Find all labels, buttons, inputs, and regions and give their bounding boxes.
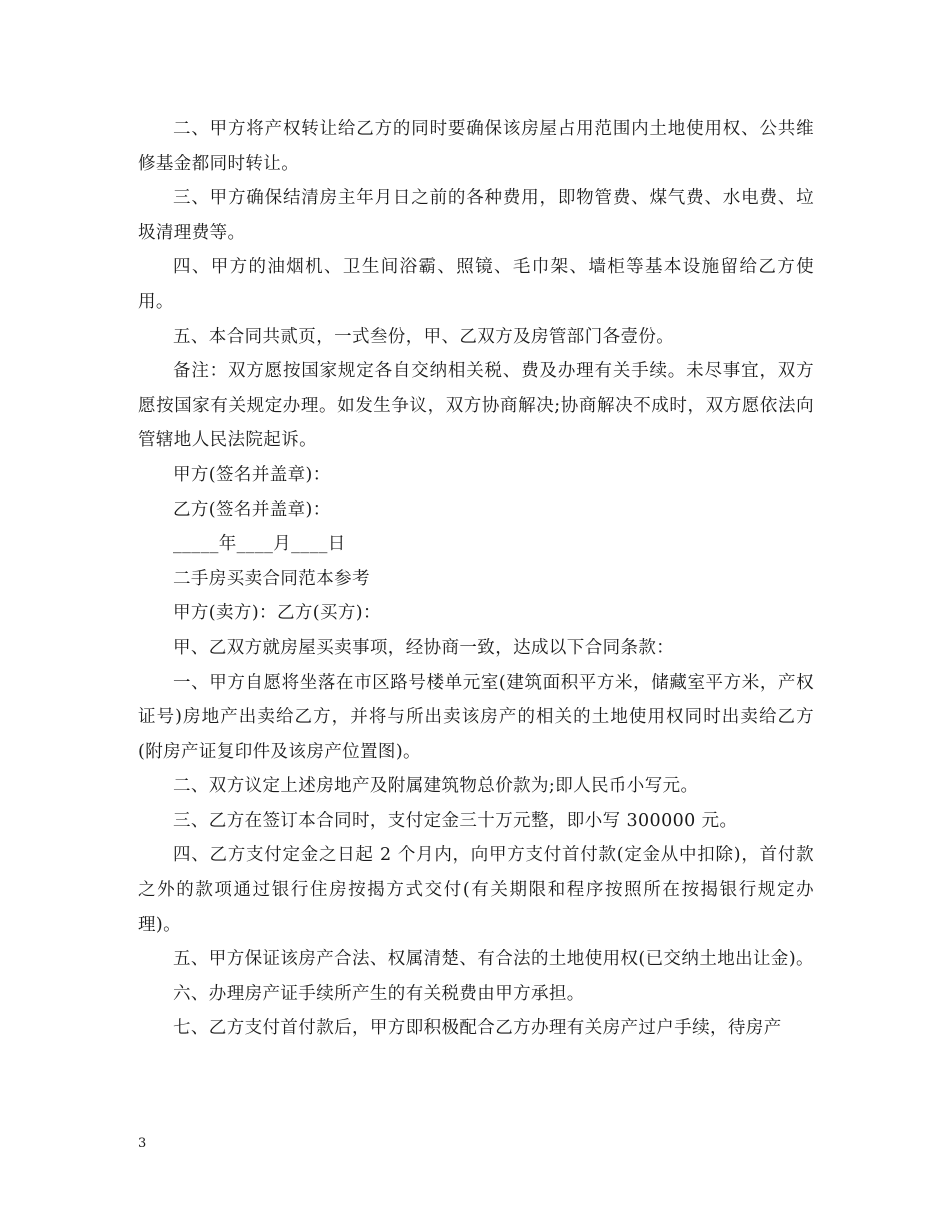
paragraph: 五、本合同共贰页，一式叁份，甲、乙双方及房管部门各壹份。 (173, 326, 675, 347)
paragraph: 五、甲方保证该房产合法、权属清楚、有合法的土地使用权(已交纳土地出让金)。 (173, 949, 814, 970)
parties-line: 甲方(卖方)：乙方(买方)： (173, 603, 381, 624)
page-number: 3 (138, 1136, 147, 1151)
paragraph: 三、甲方确保结清房主年月日之前的各种费用，即物管费、煤气费、水电费、垃圾清理费等。 (138, 188, 814, 243)
section-title: 二手房买卖合同范本参考 (173, 568, 370, 589)
party-b-signature-line: 乙方(签名并盖章)： (173, 499, 331, 520)
paragraph: 三、乙方在签订本合同时，支付定金三十万元整，即小写 300000 元。 (173, 810, 738, 831)
date-line: _____年____月____日 (173, 534, 346, 555)
document-body (138, 112, 814, 1046)
paragraph: 甲、乙双方就房屋买卖事项，经协商一致，达成以下合同条款： (173, 637, 675, 658)
paragraph: 六、办理房产证手续所产生的有关税费由甲方承担。 (173, 983, 585, 1004)
paragraph: 二、甲方将产权转让给乙方的同时要确保该房屋占用范围内土地使用权、公共维修基金都同时转让。 (138, 119, 814, 174)
party-a-signature-line: 甲方(签名并盖章)： (173, 464, 331, 485)
paragraph: 备注：双方愿按国家规定各自交纳相关税、费及办理有关手续。未尽事宜，双方愿按国家有关规定办理。如发生争议，双方协商解决;协商解决不成时，双方愿依法向管辖地人民法院起诉。 (138, 361, 814, 451)
paragraph: 七、乙方支付首付款后，甲方即积极配合乙方办理有关房产过户手续，待房产 (173, 1018, 782, 1039)
paragraph: 一、甲方自愿将坐落在市区路号楼单元室(建筑面积平方米，储藏室平方米，产权证号)房地产出卖给乙方，并将与所出卖该房产的相关的土地使用权同时出卖给乙方(附房产证复印件及该房产位置图)。 (138, 672, 814, 762)
paragraph: 四、乙方支付定金之日起 2 个月内，向甲方支付首付款(定金从中扣除)，首付款之外的款项通过银行住房按揭方式交付(有关期限和程序按照所在按揭银行规定办理)。 (138, 845, 814, 935)
paragraph: 四、甲方的油烟机、卫生间浴霸、照镜、毛巾架、墙柜等基本设施留给乙方使用。 (138, 257, 814, 312)
paragraph: 二、双方议定上述房地产及附属建筑物总价款为;即人民币小写元。 (173, 776, 699, 797)
